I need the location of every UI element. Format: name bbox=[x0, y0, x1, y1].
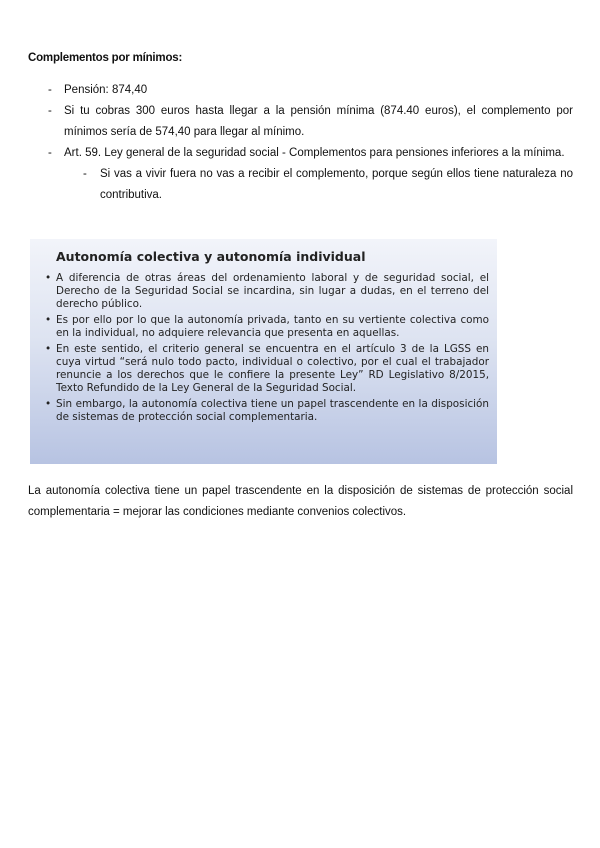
section-heading: Complementos por mínimos: bbox=[28, 52, 183, 64]
list-item-text: Pensión: 874,40 bbox=[64, 84, 148, 96]
body-paragraph: La autonomía colectiva tiene un papel trascendente en la disposición de sistemas de protección social complementaria = mejorar las condiciones mediante convenios colectivos. bbox=[28, 485, 573, 518]
list-item bbox=[28, 80, 573, 101]
list-item-text: Si vas a vivir fuera no vas a recibir el complemento, porque según ellos tiene naturaleza no contributiva. bbox=[100, 168, 573, 201]
list-dash: - bbox=[48, 105, 52, 117]
slide-bullet bbox=[44, 343, 489, 395]
slide-bullet-text: En este sentido, el criterio general se encuentra en el artículo 3 de la LGSS en cuya virtud “será nulo todo pacto, individual o colectivo, por el cual el trabajador renuncie a los derechos que le confiere la presente Ley” RD Legislativo 8/2015, Texto Refundido de la Ley General de la Seguridad Social. bbox=[56, 343, 489, 394]
slide-bullet-list bbox=[44, 272, 489, 427]
slide-bullet bbox=[44, 314, 489, 340]
bullet-dot: • bbox=[45, 398, 52, 410]
bullet-list bbox=[28, 80, 573, 206]
slide-title: Autonomía colectiva y autonomía individual bbox=[56, 249, 366, 264]
sub-list-item bbox=[28, 164, 573, 206]
list-item-text: Si tu cobras 300 euros hasta llegar a la pensión mínima (874.40 euros), el complemento por mínimos sería de 574,40 para llegar al mínimo. bbox=[64, 105, 573, 138]
list-item bbox=[28, 143, 573, 164]
slide-bullet-text: A diferencia de otras áreas del ordenamiento laboral y de seguridad social, el Derecho de la Seguridad Social se incardina, sin lugar a dudas, en el terreno del derecho público. bbox=[56, 272, 489, 310]
list-dash: - bbox=[48, 147, 52, 159]
slide-bullet bbox=[44, 398, 489, 424]
bullet-dot: • bbox=[45, 272, 52, 284]
slide-image bbox=[30, 239, 497, 464]
slide-bullet bbox=[44, 272, 489, 311]
list-dash: - bbox=[48, 84, 52, 96]
slide-bullet-text: Sin embargo, la autonomía colectiva tiene un papel trascendente en la disposición de sistemas de protección social complementaria. bbox=[56, 398, 489, 423]
list-item-text: Art. 59. Ley general de la seguridad social - Complementos para pensiones inferiores a la mínima. bbox=[64, 147, 565, 159]
bullet-dot: • bbox=[45, 343, 52, 355]
slide-bullet-text: Es por ello por lo que la autonomía privada, tanto en su vertiente colectiva como en la individual, no adquiere relevancia que presenta en aquellas. bbox=[56, 314, 489, 339]
bullet-dot: • bbox=[45, 314, 52, 326]
list-dash: - bbox=[83, 168, 87, 180]
list-item bbox=[28, 101, 573, 143]
